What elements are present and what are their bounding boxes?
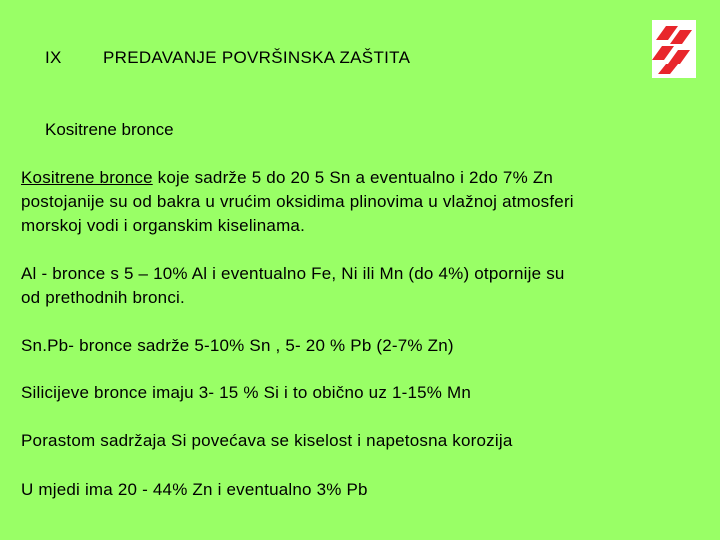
company-logo (652, 20, 696, 78)
tin-bronze-line-2: postojanije su od bakra u vrućim oksidima plinovima u vlažnoj atmosferi (21, 192, 574, 211)
paragraph-snpb-bronze: Sn.Pb- bronce sadrže 5-10% Sn , 5- 20 % Pb (2-7% Zn) (21, 336, 454, 355)
tin-bronze-term: Kositrene bronce (21, 168, 153, 187)
tin-bronze-line-3: morskoj vodi i organskim kiselinama. (21, 216, 306, 235)
section-subtitle: Kositrene bronce (45, 120, 174, 139)
paragraph-si-corrosion: Porastom sadržaja Si povećava se kiselost i napetosna korozija (21, 431, 513, 450)
tin-bronze-text: koje sadrže 5 do 20 5 Sn a eventualno i 2do 7% Zn (152, 168, 554, 187)
al-bronze-line-1: Al - bronce s 5 – 10% Al i eventualno Fe, Ni ili Mn (do 4%) otpornije su (21, 264, 565, 283)
slide-header (45, 48, 410, 68)
slide-number: IX (45, 48, 62, 67)
slide-title: PREDAVANJE POVRŠINSKA ZAŠTITA (103, 48, 411, 67)
paragraph-si-bronze: Silicijeve bronce imaju 3- 15 % Si i to obično uz 1-15% Mn (21, 383, 472, 402)
paragraph-brass: U mjedi ima 20 - 44% Zn i eventualno 3% Pb (21, 480, 368, 499)
paragraph-al-bronze (21, 262, 701, 310)
logo-mark-icon (652, 20, 696, 78)
al-bronze-line-2: od prethodnih bronci. (21, 288, 185, 307)
paragraph-tin-bronze (21, 166, 701, 238)
